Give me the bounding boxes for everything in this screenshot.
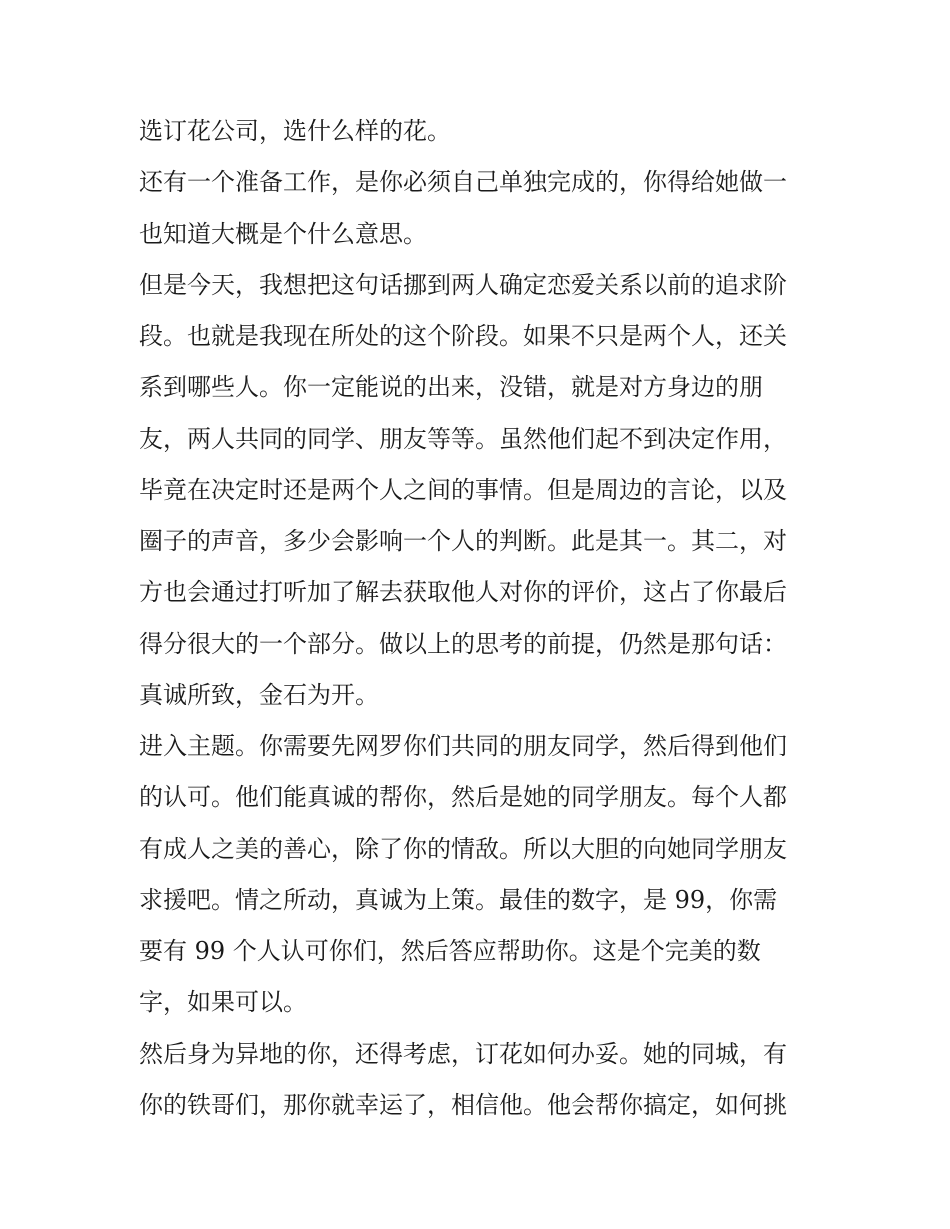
text-line-6: 系到哪些人。你一定能说的出来，没错，就是对方身边的朋 (139, 373, 763, 402)
text-line-4: 但是今天，我想把这句话挪到两人确定恋爱关系以前的追求阶 (139, 270, 787, 299)
text-line-17: 要有 99 个人认可你们，然后答应帮助你。这是个完美的数 (139, 937, 761, 965)
text-line-18: 字，如果可以。 (139, 988, 307, 1017)
text-line-2: 还有一个准备工作，是你必须自己单独完成的，你得给她做一 (139, 168, 787, 197)
text-line-14: 的认可。他们能真诚的帮你，然后是她的同学朋友。每个人都 (139, 783, 787, 812)
text-line-1: 选订花公司，选什么样的花。 (139, 117, 451, 145)
body-text (139, 106, 829, 1131)
text-line-3: 也知道大概是个什么意思。 (139, 219, 427, 248)
text-line-7: 友，两人共同的同学、朋友等等。虽然他们起不到决定作用， (139, 424, 787, 453)
text-line-13: 进入主题。你需要先网罗你们共同的朋友同学，然后得到他们 (139, 732, 787, 760)
text-line-20: 你的铁哥们，那你就幸运了，相信他。他会帮你搞定，如何挑 (139, 1090, 787, 1119)
text-line-8: 毕竟在决定时还是两个人之间的事情。但是周边的言论，以及 (139, 475, 787, 504)
text-line-11: 得分很大的一个部分。做以上的思考的前提，仍然是那句话： (139, 629, 787, 658)
text-line-5: 段。也就是我现在所处的这个阶段。如果不只是两个人，还关 (139, 322, 787, 350)
text-line-16: 求援吧。情之所动，真诚为上策。最佳的数字，是 99，你需 (139, 885, 778, 914)
text-line-19: 然后身为异地的你，还得考虑，订花如何办妥。她的同城，有 (139, 1039, 787, 1068)
text-line-10: 方也会通过打听加了解去获取他人对你的评价，这占了你最后 (139, 578, 787, 607)
text-line-15: 有成人之美的善心，除了你的情敌。所以大胆的向她同学朋友 (139, 834, 787, 863)
text-line-12: 真诚所致，金石为开。 (139, 680, 379, 709)
text-line-9: 圈子的声音，多少会影响一个人的判断。此是其一。其二，对 (139, 527, 787, 555)
